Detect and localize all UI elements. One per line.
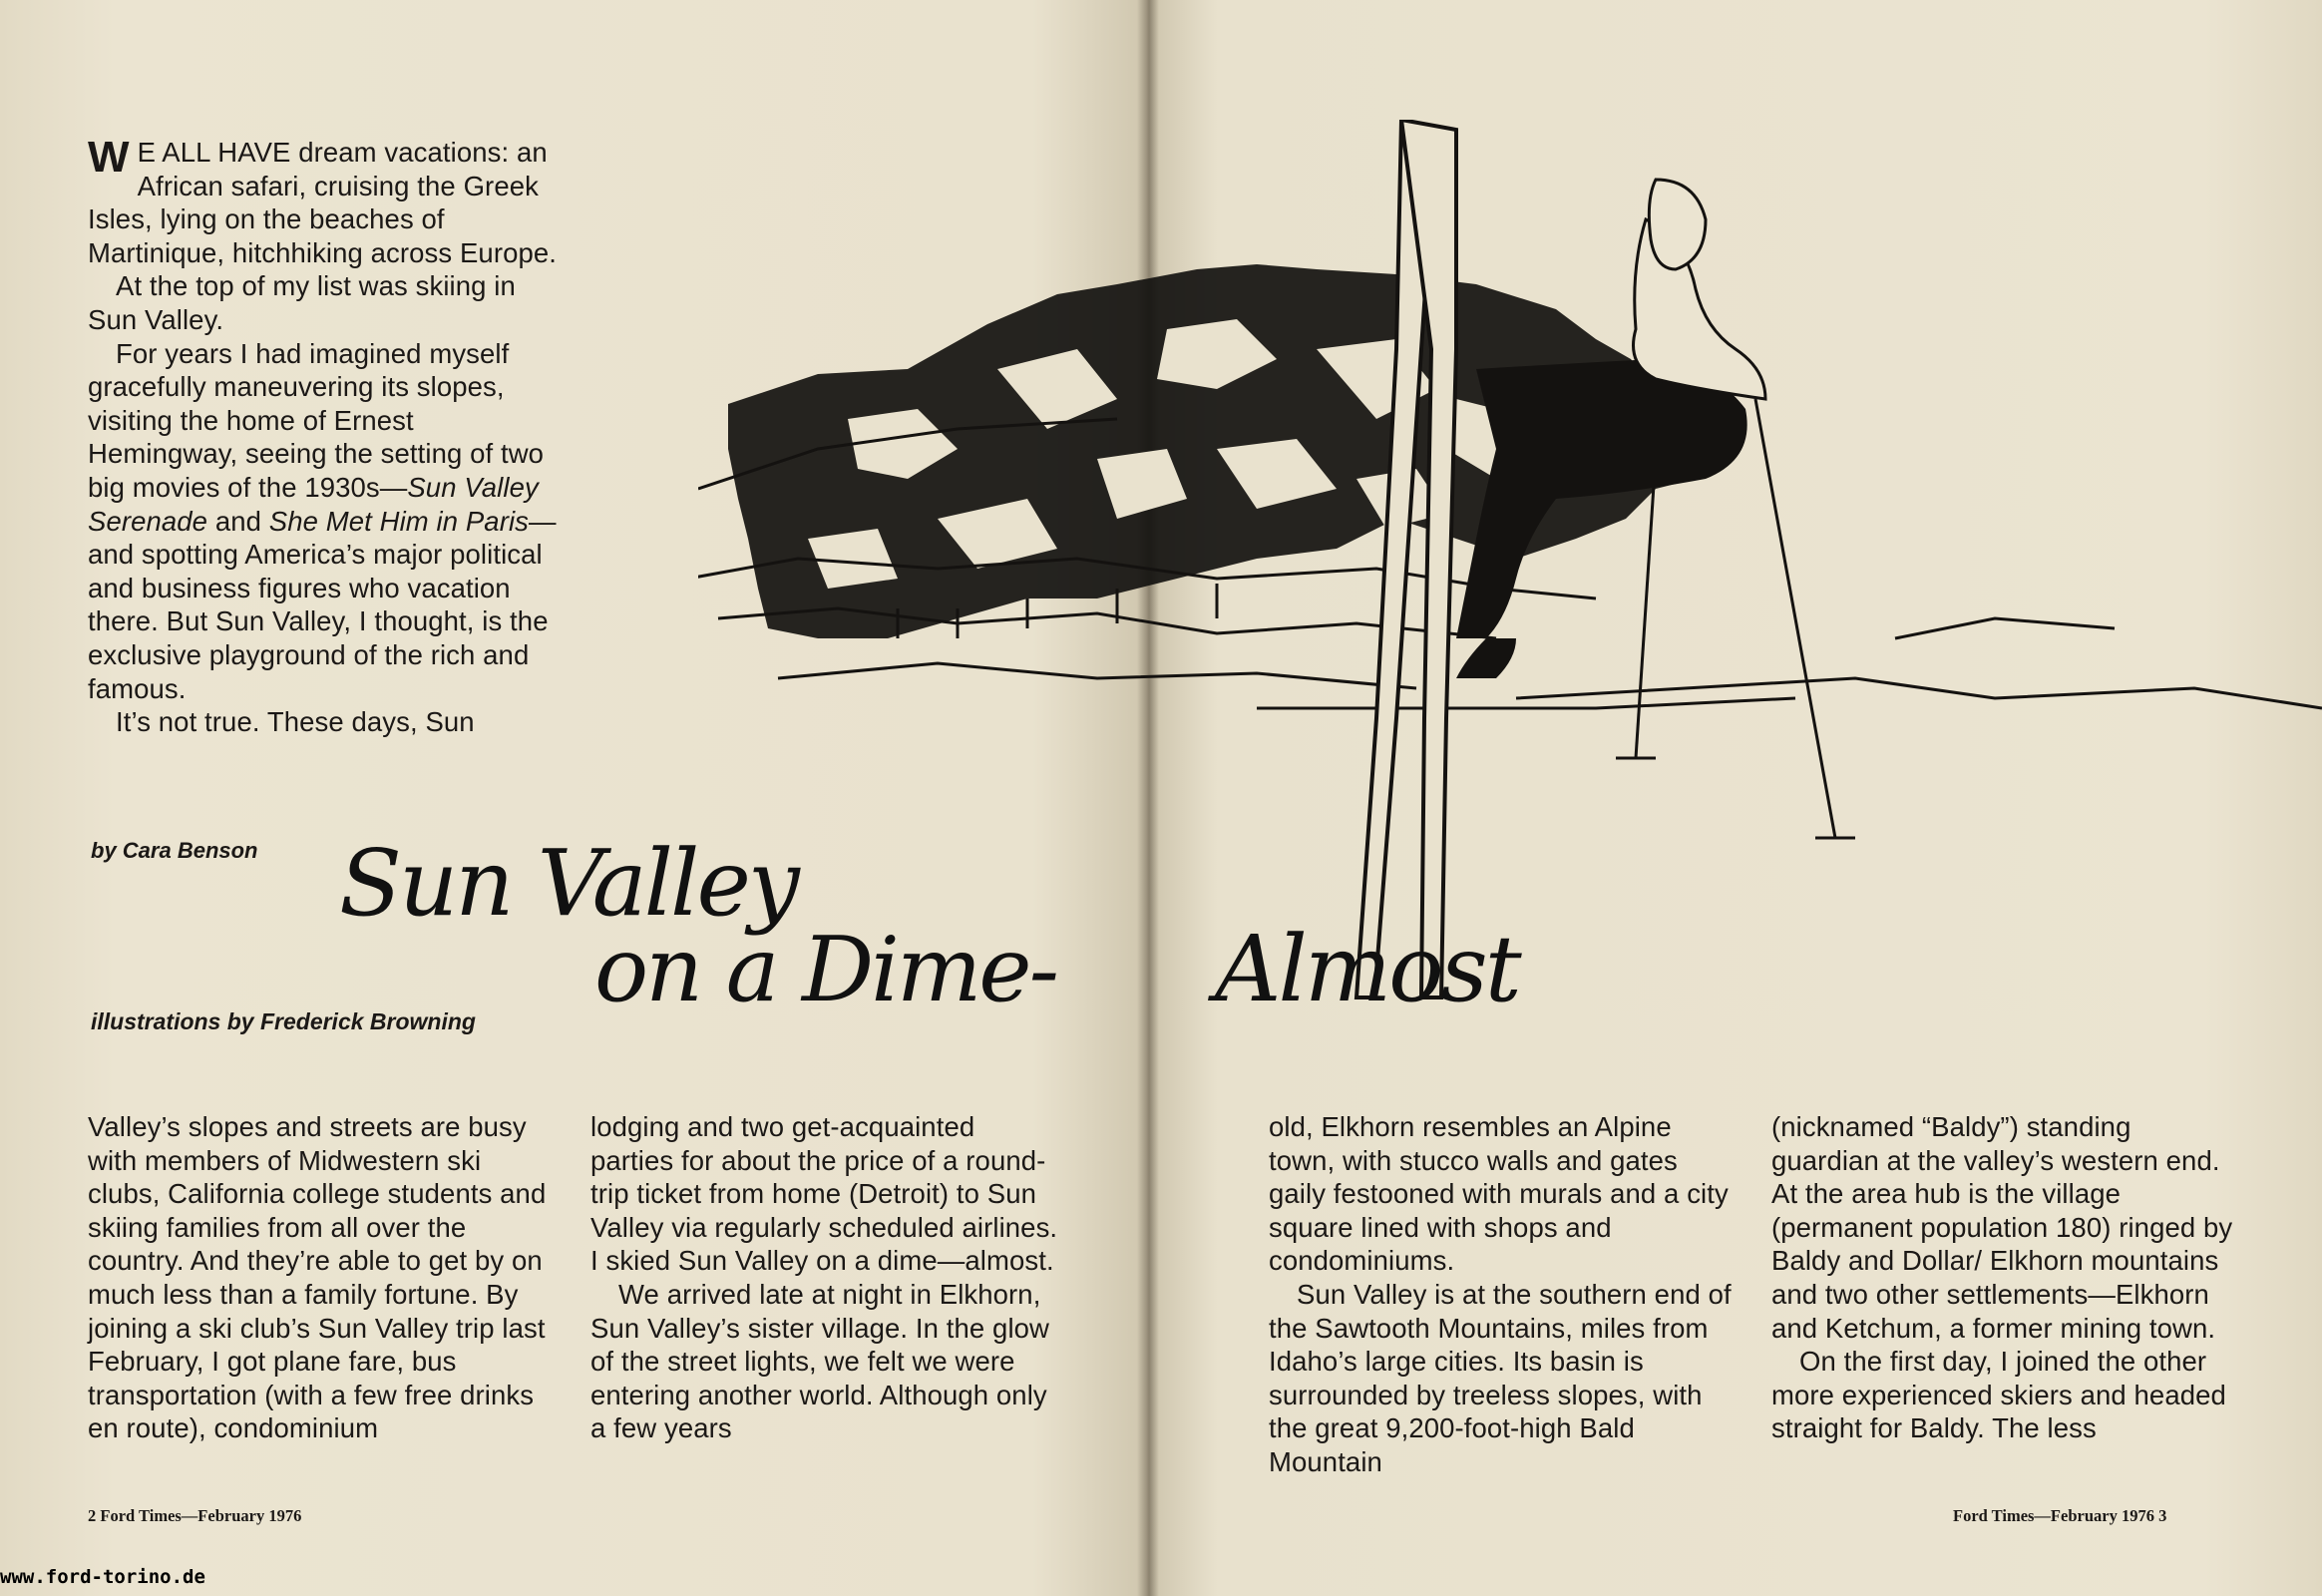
intro-paragraph-2: At the top of my list was skiing in Sun Valley. [88, 270, 516, 335]
intro-p3-and: and [207, 505, 269, 537]
column-2-paragraph-2: We arrived late at night in Elkhorn, Sun Valley’s sister village. In the glow of the street lights, we felt we were entering another world. Although only a few years [590, 1278, 1050, 1444]
column-4-paragraph-1: (nicknamed “Baldy”) standing guardian at the valley’s western end. At the area hub is the village (permanent population 180) ringed by Baldy and Dollar/ Elkhorn mountains and two other settlements—Elkhorn and Ketchum, a former mining town. [1771, 1111, 2233, 1344]
intro-paragraph-3 [88, 337, 557, 706]
column-3 [1269, 1110, 1738, 1479]
intro-text [88, 133, 558, 739]
column-3-paragraph-1: old, Elkhorn resembles an Alpine town, with stucco walls and gates gaily festooned with murals and a city square lined with shops and condominiums. [1269, 1111, 1729, 1277]
column-4-paragraph-2: On the first day, I joined the other more experienced skiers and headed straight for Baldy. The less [1771, 1346, 2226, 1444]
intro-paragraph-4: It’s not true. These days, Sun [116, 706, 475, 738]
watermark: www.ford-torino.de [0, 1566, 205, 1588]
title-line-2: on a Dime- [594, 918, 1056, 1022]
intro-p3-end: —and spotting America’s major political and business figures who vacation there. But Sun Valley, I thought, is the exclusive playground of the rich and famous. [88, 505, 557, 704]
column-2 [590, 1110, 1059, 1445]
movie-title-2: She Met Him in Paris [268, 505, 530, 537]
right-page-folio: Ford Times—February 1976 3 [1953, 1506, 2167, 1525]
title-line-3: Almost [1215, 916, 1519, 1022]
column-4 [1771, 1110, 2240, 1445]
column-1-paragraph: Valley’s slopes and streets are busy with members of Midwestern ski clubs, California college students and skiing families from all over the country. And they’re able to get by on much less than a family fortune. By joining a ski club’s Sun Valley trip last February, I got plane fare, bus transportation (with a few free drinks en route), condominium [88, 1111, 547, 1444]
column-2-paragraph-1: lodging and two get-acquainted parties for about the price of a round-trip ticket from home (Detroit) to Sun Valley via regularly scheduled airlines. I skied Sun Valley on a dime—almost. [590, 1111, 1058, 1277]
byline: by Cara Benson [91, 838, 258, 863]
column-3-paragraph-2: Sun Valley is at the southern end of the Sawtooth Mountains, miles from Idaho’s large cities. Its basin is surrounded by treeless slopes, with the great 9,200-foot-high Bald Mountain [1269, 1278, 1732, 1477]
left-page-folio: 2 Ford Times—February 1976 [88, 1506, 302, 1525]
intro-paragraph-1: E ALL HAVE dream vacations: an African safari, cruising the Greek Isles, lying on the beaches of Martinique, hitchhiking across Europe. [88, 137, 558, 268]
column-1 [88, 1110, 557, 1445]
movie-title-1: Sun Valley Serenade [88, 471, 539, 537]
title-line-1: Sun Valley [339, 830, 797, 937]
illustrations-credit: illustrations by Frederick Browning [91, 1008, 476, 1034]
dropcap: W [88, 133, 130, 182]
intro-p3-start: For years I had imagined myself gracefully maneuvering its slopes, visiting the home of Ernest Hemingway, seeing the setting of two big movies of the 1930s— [88, 337, 545, 503]
